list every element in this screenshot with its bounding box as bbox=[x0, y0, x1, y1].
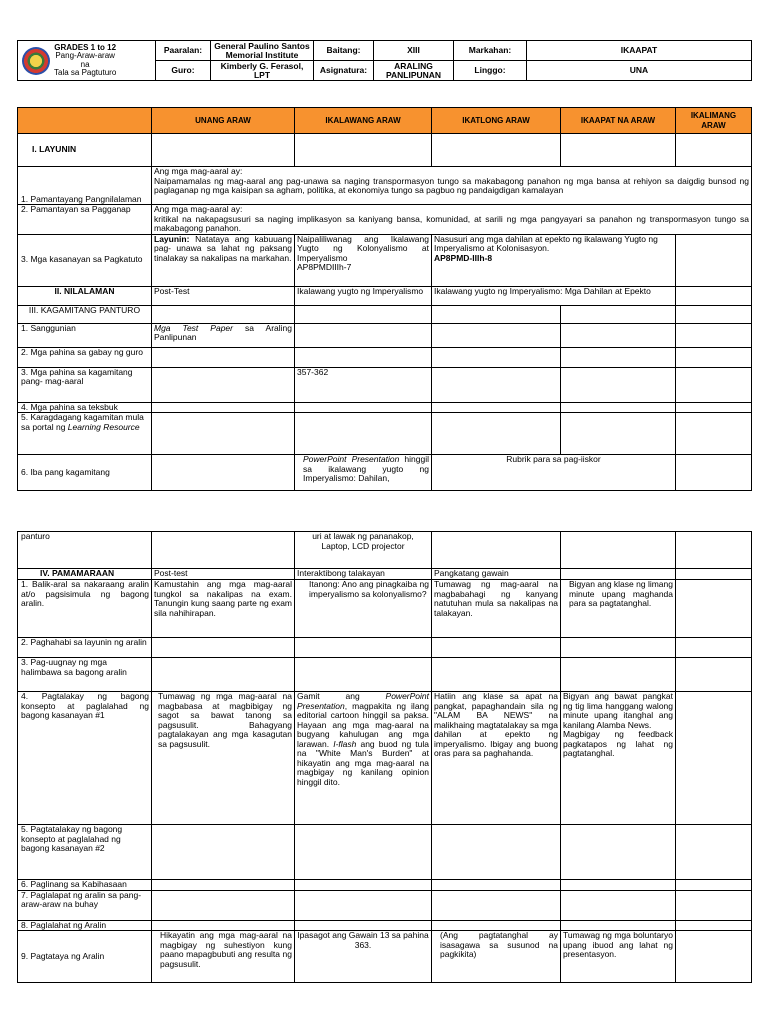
day-4-header: IKAAPAT NA ARAW bbox=[561, 108, 676, 134]
empty-cell bbox=[152, 455, 295, 491]
empty-cell bbox=[561, 305, 676, 323]
linggo-value: UNA bbox=[527, 61, 752, 81]
empty-cell bbox=[676, 532, 752, 569]
empty-cell bbox=[676, 286, 752, 305]
empty-cell bbox=[676, 931, 752, 983]
empty-cell bbox=[432, 402, 561, 413]
balik-day4: Bigyan ang klase ng limang minute upang maghanda para sa pagtatanghal. bbox=[561, 580, 676, 638]
empty-cell bbox=[676, 692, 752, 825]
pagtalakay1-day4: Bigyan ang bawat pangkat ng tig lima hanggang walong minute upang itanghal ang kanilang Alamba News. Magbigay ng feedback pagkatapos ng lahat ng pagtatanghal. bbox=[561, 692, 676, 825]
pamantayang-label: 1. Pamantayang Pangnilalaman bbox=[18, 167, 152, 205]
layunin-heading: I. LAYUNIN bbox=[18, 134, 152, 167]
empty-cell bbox=[152, 347, 295, 367]
empty-cell bbox=[676, 569, 752, 580]
asignatura-label: Asignatura: bbox=[314, 61, 374, 81]
balik-label: 1. Balik-aral sa nakaraang aralin at/o pagsisimula ng bagong aralin. bbox=[18, 580, 152, 638]
corner-cell bbox=[18, 108, 152, 134]
paaralan-label: Paaralan: bbox=[156, 41, 211, 61]
pagtataya-day4: Tumawag ng mga boluntaryo upang ibuod ang lahat ng presentasyon. bbox=[561, 931, 676, 983]
pt2-a: Gamit ang bbox=[297, 691, 386, 701]
paglalahat-label: 8. Paglalahat ng Aralin bbox=[18, 920, 152, 931]
empty-cell bbox=[152, 413, 295, 455]
empty-cell bbox=[295, 347, 432, 367]
pagganap-text: Ang mga mag-aaral ay: kritikal na nakapagsusuri sa naging implikasyon sa kaniyang bansa, komunidad, at sarili ng mga pangyayari sa panahon ng transpormasyon tungo sa makabagong panahon. bbox=[152, 205, 752, 235]
kagamitan-day2: 357-362 bbox=[295, 367, 432, 402]
empty-cell bbox=[561, 323, 676, 347]
sanggunian-day1 bbox=[152, 323, 295, 347]
kasanayan-day3-text: Nasusuri ang mga dahilan at epekto ng ikalawang Yugto ng Imperyalismo at Kolonisasyon. bbox=[434, 234, 658, 253]
empty-cell bbox=[432, 134, 561, 167]
karagdagang-ital: Learning Resource bbox=[67, 421, 140, 432]
balik-day2: Itanong: Ano ang pinagkaiba ng imperyalismo sa kolonyalismo? bbox=[295, 580, 432, 638]
empty-cell bbox=[432, 413, 561, 455]
empty-cell bbox=[676, 305, 752, 323]
empty-cell bbox=[152, 638, 295, 658]
empty-cell bbox=[152, 920, 295, 931]
empty-cell bbox=[676, 658, 752, 692]
nilalaman-heading: II. NILALAMAN bbox=[18, 286, 152, 305]
empty-cell bbox=[561, 532, 676, 569]
linggo-label: Linggo: bbox=[454, 61, 527, 81]
iba-label: 6. Iba pang kagamitang bbox=[18, 455, 152, 491]
sanggunian-label: 1. Sanggunian bbox=[18, 323, 152, 347]
empty-cell bbox=[295, 134, 432, 167]
day-1-header: UNANG ARAW bbox=[152, 108, 295, 134]
kasanayan-day1-text: Natataya ang kabuuang pag- unawa sa lahat ng paksang tinalakay sa nakalipas na markahan. bbox=[154, 234, 292, 263]
pagtalakay1-day1: Tumawag ng mga mag-aaral na magbabasa at magbibigay ng sagot sa bawat tanong sa pagsusulit. Bahagyang pagtalakayan ang mga kasagutan sa pagsusulit. bbox=[152, 692, 295, 825]
empty-cell bbox=[295, 825, 432, 880]
pagtalakay1-label: 4. Pagtalakay ng bagong konsepto at paglalahad ng bagong kasanayan #1 bbox=[18, 692, 152, 825]
empty-cell bbox=[561, 402, 676, 413]
empty-cell bbox=[676, 638, 752, 658]
deped-seal-icon bbox=[22, 47, 50, 75]
empty-cell bbox=[432, 367, 561, 402]
empty-cell bbox=[676, 347, 752, 367]
empty-cell bbox=[295, 413, 432, 455]
baitang-label: Baitang: bbox=[314, 41, 374, 61]
karagdagang-label bbox=[18, 413, 152, 455]
kagamitan-pahina-label: 3. Mga pahina sa kagamitang pang- mag-aaral bbox=[18, 367, 152, 402]
empty-cell bbox=[676, 323, 752, 347]
lesson-table-page2 bbox=[17, 531, 752, 983]
empty-cell bbox=[432, 880, 561, 891]
title-line-3: na bbox=[80, 59, 90, 69]
empty-cell bbox=[295, 305, 432, 323]
iba-day2-text: hinggil sa ikalawang yugto ng Imperyalismo: Dahilan, bbox=[303, 454, 429, 483]
empty-cell bbox=[561, 347, 676, 367]
title-line-4: Tala sa Pagtuturo bbox=[54, 68, 117, 77]
empty-cell bbox=[676, 890, 752, 920]
pagganap-label: 2. Pamantayan sa Pagganap bbox=[18, 205, 152, 235]
pamamaraan-day2: Interaktibong talakayan bbox=[295, 569, 432, 580]
balik-day3: Tumawag ng mag-aaral na magbabahagi ng kanyang natutuhan mula sa nakalipas na talakayan. bbox=[432, 580, 561, 638]
teksbuk-label: 4. Mga pahina sa teksbuk bbox=[18, 402, 152, 413]
kagamitan-heading: III. KAGAMITANG PANTURO bbox=[18, 305, 152, 323]
asignatura-value: ARALING PANLIPUNAN bbox=[374, 61, 454, 81]
paghahabi-label: 2. Paghahabi sa layunin ng aralin bbox=[18, 638, 152, 658]
empty-cell bbox=[432, 305, 561, 323]
empty-cell bbox=[295, 880, 432, 891]
karagdagang-text: 5. Karagdagang kagamitan mula sa portal ng bbox=[21, 412, 144, 432]
empty-cell bbox=[152, 367, 295, 402]
title-line-1: GRADES 1 to 12 bbox=[54, 42, 117, 52]
kasanayan-day3 bbox=[432, 234, 676, 286]
iba-day2 bbox=[295, 455, 432, 491]
pagtataya-day3: (Ang pagtatanghal ay isasagawa sa susunod na pagkikita) bbox=[432, 931, 561, 983]
empty-cell bbox=[676, 580, 752, 638]
empty-cell bbox=[676, 234, 752, 286]
empty-cell bbox=[432, 825, 561, 880]
lesson-table-page1 bbox=[17, 107, 752, 491]
pt2-c: ang buod ng tula na "White Man's Burden" at hikayatin ang mga mag-aaral na magbigay ng kanilang opinion hinggil dito. bbox=[297, 738, 429, 787]
header-table bbox=[17, 40, 752, 81]
empty-cell bbox=[432, 920, 561, 931]
empty-cell bbox=[295, 658, 432, 692]
empty-cell bbox=[152, 890, 295, 920]
pagtalakay2-label: 5. Pagtatalakay ng bagong konsepto at paglalahad ng bagong kasanayan #2 bbox=[18, 825, 152, 880]
empty-cell bbox=[676, 455, 752, 491]
nilalaman-day1: Post-Test bbox=[152, 286, 295, 305]
empty-cell bbox=[295, 323, 432, 347]
day-3-header: IKATLONG ARAW bbox=[432, 108, 561, 134]
empty-cell bbox=[561, 134, 676, 167]
pt2-b: , magpakita ng ilang editorial cartoon hinggil sa paksa. Hayaan ang mga mag-aaral na bugyang kahulugan ang mga larawan. bbox=[297, 700, 429, 749]
title-line-2: Pang-Araw-araw bbox=[55, 51, 115, 60]
empty-cell bbox=[676, 402, 752, 413]
empty-cell bbox=[295, 638, 432, 658]
empty-cell bbox=[152, 134, 295, 167]
kasanayan-day1-bold: Layunin: bbox=[154, 234, 190, 244]
empty-cell bbox=[676, 367, 752, 402]
pamamaraan-day3: Pangkatang gawain bbox=[432, 569, 561, 580]
empty-cell bbox=[295, 890, 432, 920]
nilalaman-day3: Ikalawang yugto ng Imperyalismo: Mga Dahilan at Epekto bbox=[432, 286, 676, 305]
paglalapat-label: 7. Paglalapat ng aralin sa pang- araw-araw na buhay bbox=[18, 890, 152, 920]
iba-day3: Rubrik para sa pag-iiskor bbox=[432, 455, 676, 491]
guro-label: Guro: bbox=[156, 61, 211, 81]
baitang-value: XIII bbox=[374, 41, 454, 61]
empty-cell bbox=[676, 880, 752, 891]
pagtataya-day2: Ipasagot ang Gawain 13 sa pahina 363. bbox=[295, 931, 432, 983]
day-2-header: IKALAWANG ARAW bbox=[295, 108, 432, 134]
empty-cell bbox=[152, 825, 295, 880]
empty-cell bbox=[295, 402, 432, 413]
empty-cell bbox=[432, 638, 561, 658]
sanggunian-text: sa Araling Panlipunan bbox=[154, 323, 292, 342]
pagtalakay1-day3: Hatiin ang klase sa apat na pangkat, papaghandain sila ng "ALAM BA NEWS" na malikhaing magtatalakay sa mga dahilan at epekto ng imperyalismo. Ibigay ang buong oras para sa paghahanda. bbox=[432, 692, 561, 825]
empty-cell bbox=[432, 658, 561, 692]
empty-cell bbox=[152, 305, 295, 323]
empty-cell bbox=[676, 920, 752, 931]
sanggunian-ital: Mga Test Paper bbox=[154, 323, 233, 333]
markahan-value: IKAAPAT bbox=[527, 41, 752, 61]
day-5-header: IKALIMANG ARAW bbox=[676, 108, 752, 134]
kasanayan-label: 3. Mga kasanayan sa Pagkatuto bbox=[18, 234, 152, 286]
empty-cell bbox=[152, 658, 295, 692]
pagtalakay1-day2 bbox=[295, 692, 432, 825]
pamantayang-text: Ang mga mag-aaral ay: Naipamamalas ng mag-aaral ang pag-unawa sa naging transpormasyon tungo sa makabagong panahon ng mga bansa at rehiyon sa daigdig bunsod ng paglaganap ng mga kaisipan sa agham, politika, at ekonomiya tungo sa pagbuo ng pandaigdigan kamalayan bbox=[152, 167, 752, 205]
gabay-label: 2. Mga pahina sa gabay ng guro bbox=[18, 347, 152, 367]
kasanayan-day3-code: AP8PMD-IIIh-8 bbox=[434, 252, 493, 263]
pt2-ital: PowerPoint Presentation bbox=[297, 691, 429, 711]
empty-cell bbox=[561, 825, 676, 880]
pagtataya-day1: Hikayatin ang mga mag-aaral na magbigay ng suhestiyon kung paano mapagbubuti ang resulta ng pagsusulit. bbox=[152, 931, 295, 983]
balik-day1: Kamustahin ang mga mag-aaral tungkol sa nakalipas na exam. Tanungin kung saang parte ng exam sila nahihirapan. bbox=[152, 580, 295, 638]
panturo-day2: uri at lawak ng pananakop, Laptop, LCD projector bbox=[295, 532, 432, 569]
paaralan-value: General Paulino Santos Memorial Institute bbox=[211, 41, 314, 61]
empty-cell bbox=[561, 367, 676, 402]
empty-cell bbox=[561, 920, 676, 931]
empty-cell bbox=[152, 402, 295, 413]
empty-cell bbox=[561, 880, 676, 891]
panturo-label: panturo bbox=[18, 532, 152, 569]
empty-cell bbox=[432, 890, 561, 920]
empty-cell bbox=[561, 890, 676, 920]
empty-cell bbox=[561, 413, 676, 455]
pt2-ital2: I-flash bbox=[333, 738, 357, 749]
nilalaman-day2: Ikalawang yugto ng Imperyalismo bbox=[295, 286, 432, 305]
empty-cell bbox=[152, 532, 295, 569]
pag-uugnay-label: 3. Pag-uugnay ng mga halimbawa sa bagong aralin bbox=[18, 658, 152, 692]
empty-cell bbox=[561, 638, 676, 658]
kasanayan-day2: Naipaliliwanag ang Ikalawang Yugto ng Kolonyalismo at Imperyalismo AP8PMDIIIh-7 bbox=[295, 234, 432, 286]
empty-cell bbox=[152, 880, 295, 891]
empty-cell bbox=[676, 825, 752, 880]
empty-cell bbox=[295, 920, 432, 931]
iba-day2-ital: PowerPoint Presentation bbox=[303, 454, 400, 464]
empty-cell bbox=[561, 569, 676, 580]
guro-value: Kimberly G. Ferasol, LPT bbox=[211, 61, 314, 81]
school-title-cell bbox=[18, 41, 156, 81]
paglinang-label: 6. Paglinang sa Kabihasaan bbox=[18, 880, 152, 891]
markahan-label: Markahan: bbox=[454, 41, 527, 61]
empty-cell bbox=[432, 323, 561, 347]
empty-cell bbox=[432, 347, 561, 367]
empty-cell bbox=[676, 134, 752, 167]
kasanayan-day1 bbox=[152, 234, 295, 286]
pagtataya-label: 9. Pagtataya ng Aralin bbox=[18, 931, 152, 983]
pamamaraan-heading: IV. PAMAMARAAN bbox=[18, 569, 152, 580]
empty-cell bbox=[676, 413, 752, 455]
empty-cell bbox=[561, 658, 676, 692]
empty-cell bbox=[432, 532, 561, 569]
pamamaraan-day1: Post-test bbox=[152, 569, 295, 580]
